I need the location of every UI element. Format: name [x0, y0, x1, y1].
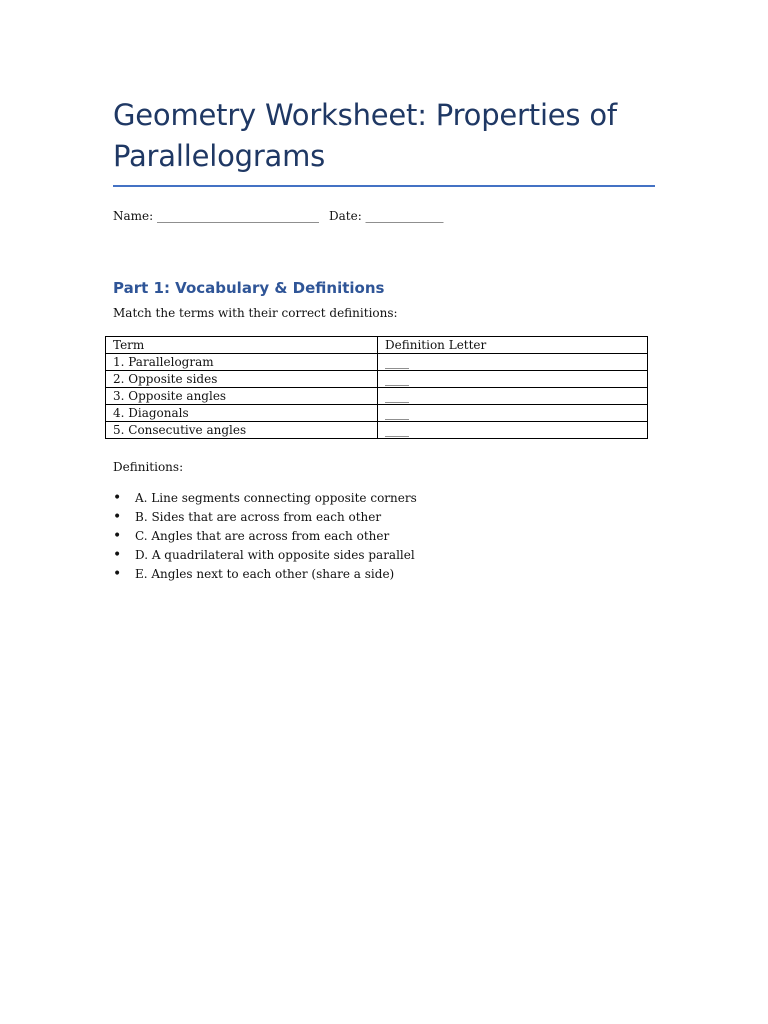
answer-blank[interactable]: ____ [378, 388, 648, 405]
column-header-definition-letter: Definition Letter [378, 337, 648, 354]
list-item [113, 508, 655, 527]
name-field[interactable]: Name: ___________________________ [113, 209, 319, 223]
term-cell: 3. Opposite angles [106, 388, 378, 405]
definitions-list [113, 489, 655, 584]
vocabulary-table [105, 336, 648, 439]
table-row [106, 354, 648, 371]
answer-blank[interactable]: ____ [378, 405, 648, 422]
table-row [106, 388, 648, 405]
date-field[interactable]: Date: _____________ [329, 209, 444, 223]
bullet-icon: • [113, 509, 122, 525]
table-row [106, 405, 648, 422]
bullet-icon: • [113, 547, 122, 563]
bullet-icon: • [113, 490, 122, 506]
worksheet-page [113, 95, 655, 584]
term-cell: 2. Opposite sides [106, 371, 378, 388]
term-cell: 5. Consecutive angles [106, 422, 378, 439]
definition-text: B. Sides that are across from each other [135, 510, 382, 524]
definition-text: D. A quadrilateral with opposite sides parallel [135, 548, 415, 562]
table-header-row [106, 337, 648, 354]
list-item [113, 527, 655, 546]
answer-blank[interactable]: ____ [378, 354, 648, 371]
definition-text: C. Angles that are across from each other [135, 529, 390, 543]
definitions-label: Definitions: [113, 460, 184, 474]
list-item [113, 546, 655, 565]
table-row [106, 422, 648, 439]
definition-text: E. Angles next to each other (share a side) [135, 567, 395, 581]
table-row [106, 371, 648, 388]
bullet-icon: • [113, 528, 122, 544]
bullet-icon: • [113, 566, 122, 582]
list-item [113, 565, 655, 584]
definition-text: A. Line segments connecting opposite corners [135, 491, 417, 505]
term-cell: 4. Diagonals [106, 405, 378, 422]
name-date-line [113, 208, 655, 224]
column-header-term: Term [106, 337, 378, 354]
instructions-text: Match the terms with their correct definitions: [113, 306, 398, 320]
answer-blank[interactable]: ____ [378, 371, 648, 388]
list-item [113, 489, 655, 508]
term-cell: 1. Parallelogram [106, 354, 378, 371]
page-title: Geometry Worksheet: Properties of Parallelograms [113, 95, 655, 187]
answer-blank[interactable]: ____ [378, 422, 648, 439]
section-heading-part1: Part 1: Vocabulary & Definitions [113, 279, 385, 297]
